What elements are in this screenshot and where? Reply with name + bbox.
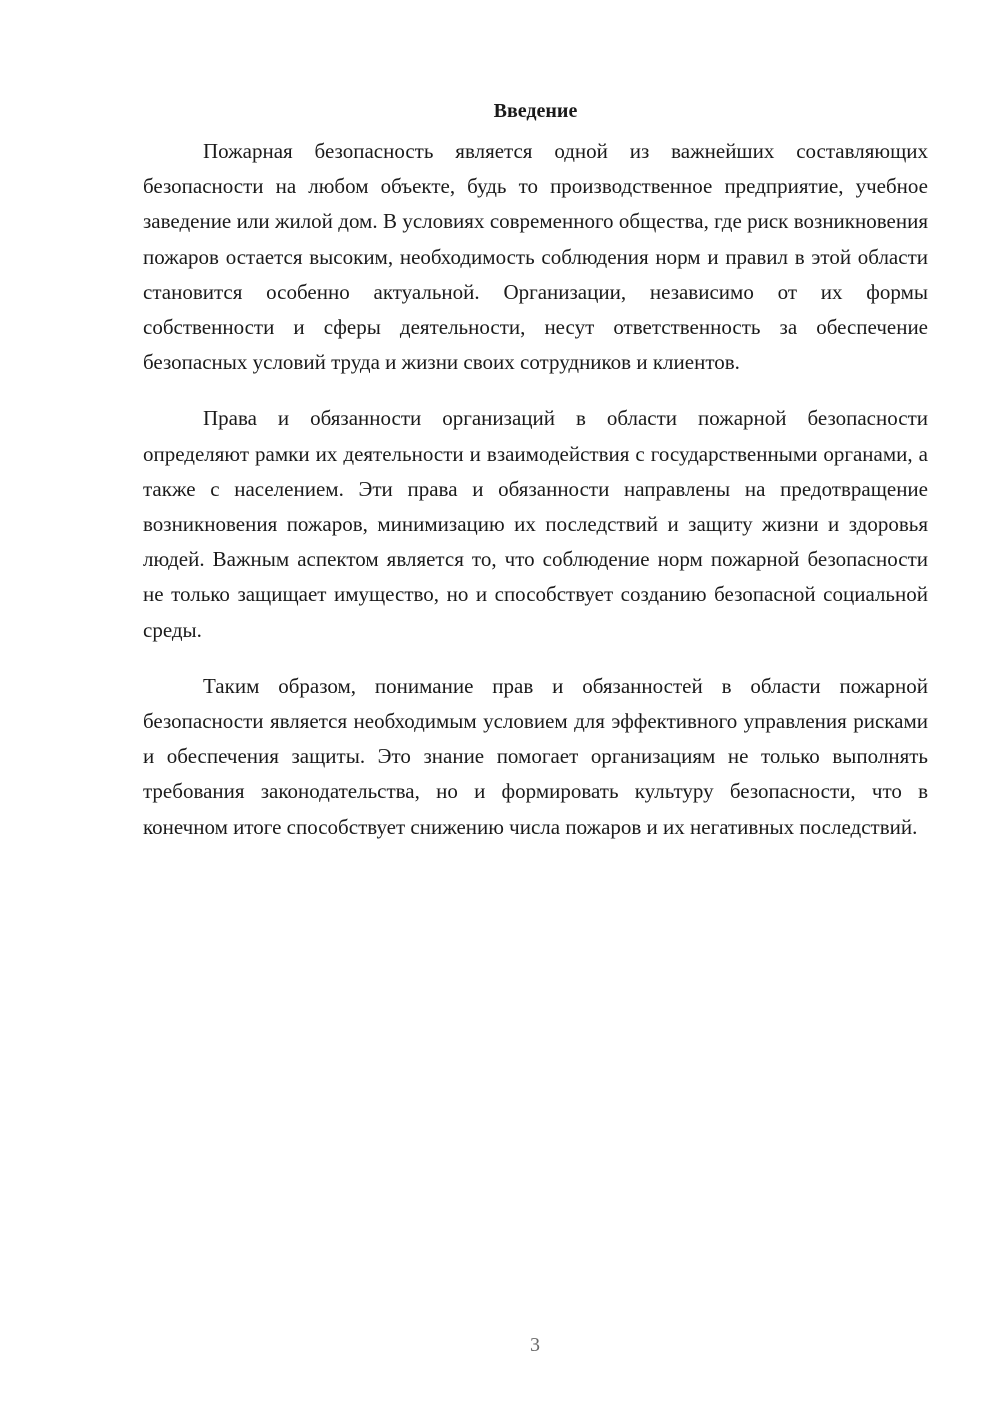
section-title: Введение xyxy=(493,100,578,122)
paragraph-1: Пожарная безопасность является одной из важнейших составляющих безопасности на любом объекте, будь то производственное предприятие, учебное заведение или жилой дом. В условиях современного общества, где риск возникновения пожаров остается высоким, необходимость соблюдения норм и правил в этой области становится особенно актуальной. Организации, независимо от их формы собственности и сферы деятельности, несут ответственность за обеспечение безопасных условий труда и жизни своих сотрудников и клиентов. xyxy=(143,139,928,375)
page-number: 3 xyxy=(530,1334,540,1356)
paragraph-3: Таким образом, понимание прав и обязанностей в области пожарной безопасности является необходимым условием для эффективного управления рисками и обеспечения защиты. Это знание помогает организациям не только выполнять требования законодательства, но и формировать культуру безопасности, что в конечном итоге способствует снижению числа пожаров и их негативных последствий. xyxy=(143,673,928,839)
paragraph-2: Права и обязанности организаций в области пожарной безопасности определяют рамки их деятельности и взаимодействия с государственными органами, а также с населением. Эти права и обязанности направлены на предотвращение возникновения пожаров, минимизацию их последствий и защиту жизни и здоровья людей. Важным аспектом является то, что соблюдение норм пожарной безопасности не только защищает имущество, но и способствует созданию безопасной социальной среды. xyxy=(143,406,928,642)
page-content xyxy=(143,98,928,866)
